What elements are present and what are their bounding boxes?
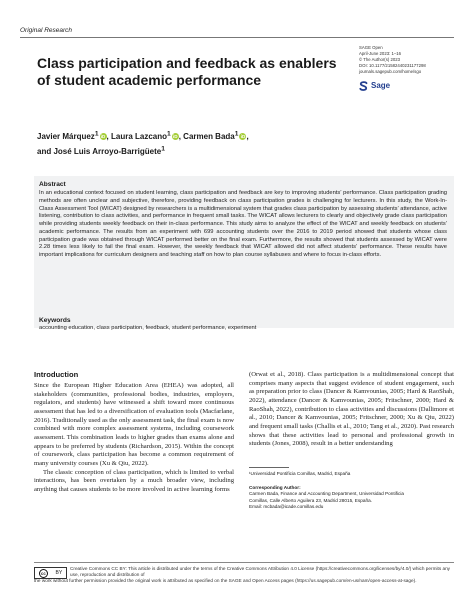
author: Laura Lazcano$^1$ iD,	[110, 130, 181, 141]
author	[37, 147, 165, 156]
journal-info-line: © The Author(s) 2023	[359, 57, 401, 63]
abstract-text: In an educational context focused on student learning, class participation and feedback are key to improving students’ performance. Class participation grading methods are often unclear and subjective, therefore, providing feedback on class participation grades is challenging for lecturers. In this study, the Work-In-Class Assessment Tool (WICAT) designed by researchers is a multidimensional system that grades class participation by assessing students’ attendance, active listening, contribution to class activities, and performance in frequent small tasks. The WICAT allows lecturers to clearly and objectively grade class participation while providing students weekly feedback on their in-class performance. This study aims to analyze the effect of the WICAT and weekly feedback on students’ academic performance. The results from an experiment with 699 accounting students over the 2016 to 2019 period showed that students whose class participation grade was obtained through WICAT performed better on the final exam. Furthermore, the results showed that students assessed by WICAT were 2.28 times less likely to fail the final exam. However, the weekly feedback that WICAT allowed did not affect students’ performance. These results have important implications for curriculum designers and teaching staff on how to plan course syllabuses and where to focus in-class efforts.	[39, 190, 447, 258]
author-name: Javier Márquez	[37, 131, 95, 141]
paragraph: The classic conception of class participation, which is limited to verbal interactions, has been overtaken by a much broader view, including anything that causes students to be more involved in active learning forms	[34, 468, 234, 493]
author-name: and José Luis Arroyo-Barrigüete	[37, 146, 162, 156]
section-label: Original Research	[20, 27, 73, 34]
cc-icon: cc	[39, 569, 48, 578]
author: Carmen Bada$^1$ iD,	[183, 130, 249, 141]
author-list	[37, 128, 367, 158]
corresponding-author-heading: Corresponding Author:	[249, 485, 301, 490]
section-heading: Introduction	[34, 370, 79, 379]
orcid-icon[interactable]: iD	[100, 133, 106, 139]
paragraph: (Orwat et al., 2018). Class participation is a multidimensional concept that comprises many aspects that suggest evidence of student engagement, such as preparation prior to class (Dancer & Kamvounias, 2005; Hard & RaoShah, 2022), attendance (Dancer & Kamvounias, 2005; Fritschner, 2000; Hard & RaoShah, 2022), contribution to class activities and discussions (Dallimore et al., 2010; Dancer & Kamvounias, 2005; Fritschner, 2000; Xu & Qiu, 2022) and frequent small tasks (Challis et al., 2010; Tang et al., 2020). Past research shows that these activities lead to personal and professional growth in students (Jones, 2008), result in a better understanding	[249, 371, 454, 448]
journal-info-line: SAGE Open	[359, 45, 383, 50]
journal-homepage-link[interactable]: journals.sagepub.com/home/sgo	[359, 69, 422, 75]
affiliation-marker: 1	[161, 145, 165, 153]
publisher-logo	[359, 80, 390, 91]
license-text-continued: the work without further permission provided the original work is attributed as specified on the SAGE and Open Access pages (https://us.sagepub.com/en-us/nam/open-access-at-sage).	[34, 578, 417, 583]
logo-text: Sage	[371, 81, 391, 90]
author-name: Laura Lazcano	[110, 131, 167, 141]
header-divider	[20, 37, 454, 38]
journal-info	[359, 45, 426, 75]
corresponding-author	[249, 485, 454, 511]
affiliation-footnote: ¹Universidad Pontificia Comillas, Madrid, España	[249, 471, 351, 476]
keywords-text: accounting education, class participation, feedback, student performance, experiment	[39, 325, 257, 331]
footnote-divider	[249, 467, 289, 468]
author: Javier Márquez$^1$ iD,	[37, 130, 109, 141]
journal-info-line: DOI: 10.1177/21582440231177298	[359, 63, 426, 69]
cc-badge-text: BY	[55, 570, 63, 576]
orcid-icon[interactable]: iD	[172, 133, 178, 139]
keywords-heading: Keywords	[39, 317, 71, 324]
body-column-right	[249, 371, 454, 449]
author-name: Carmen Bada	[183, 131, 235, 141]
body-column-left	[34, 382, 234, 495]
license-text: Creative Commons CC BY: This article is distributed under the terms of the Creative Commons Attribution 4.0 License (https://creativecommons.org/licenses/by/4.0/) which permits any use, reproduction and distribution of	[70, 566, 451, 578]
article-title: Class participation and feedback as enablers of student academic performance	[37, 55, 337, 88]
corresponding-author-line: Comillas, Calle Alberto Aguilera 23, Madrid 28015, España.	[249, 497, 372, 503]
journal-info-line: April-June 2023: 1–16	[359, 51, 402, 57]
corresponding-author-email[interactable]: Email: mcbada@icade.comillas.edu	[249, 504, 324, 510]
orcid-icon[interactable]: iD	[240, 133, 246, 139]
affiliation-marker: 1	[94, 130, 99, 137]
corresponding-author-line: Carmen Bada, Finance and Accounting Department, Universidad Pontificia	[249, 491, 405, 497]
affiliation-marker: 1	[167, 130, 171, 137]
footer-divider	[34, 562, 454, 563]
sage-mark-icon	[359, 81, 368, 91]
abstract-heading: Abstract	[39, 181, 66, 188]
affiliation-marker: 1	[234, 130, 239, 137]
paragraph: Since the European Higher Education Area (EHEA) was adopted, all stakeholders (communities, professional bodies, industries, employers, regulators, and students) have witnessed a shift toward more continuous assessment that has led to a diversification of evaluation tools (Macfarlane, 2016). Traditionally used as the only assessment task, the final exam is now combined with more complex assessment systems, including coursework assessment. This combination leads to higher grades than exams alone and appears to be preferred by students (Richardson, 2015). Within the concept of coursework, class participation has become a common requirement of many university courses (Xu & Qiu, 2022).	[34, 382, 234, 467]
